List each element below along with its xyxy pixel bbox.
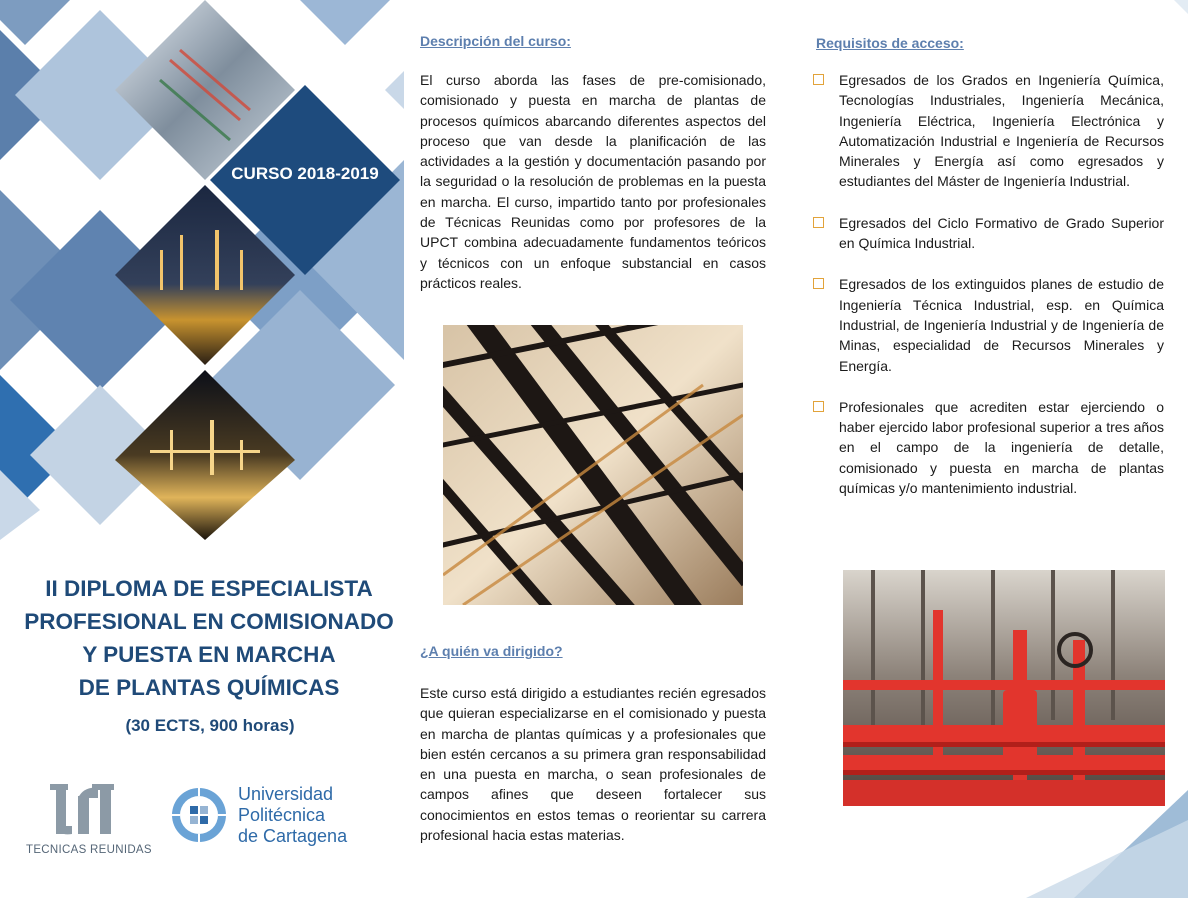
course-credits: (30 ECTS, 900 horas) xyxy=(125,716,295,735)
requirement-text: Egresados de los Grados en Ingeniería Química, Tecnologías Industriales, Ingeniería Mecánica, Ingeniería Eléctrica, Ingeniería Electrónica y Automatización Industrial e Ingeniería de Recursos Minerales y Energía así como egresados y estudiantes del Máster de Ingeniería Industrial. xyxy=(839,72,1164,190)
requirement-text: Egresados de los extinguidos planes de estudio de Ingeniería Técnica Industrial, esp. en Química Industrial, de Ingeniería Industrial y de Ingeniería de Minas, especialidad de Recursos Minerales y Energía. xyxy=(839,276,1164,374)
list-item xyxy=(812,397,1164,498)
course-title-line: II DIPLOMA DE ESPECIALISTA xyxy=(45,576,373,601)
requirement-text: Profesionales que acrediten estar ejerciendo o haber ejercido labor profesional superior a tres años en el campo de la ingeniería de detalle, comisionado y puesta en marcha de plantas químicas y/o mantenimiento industrial. xyxy=(839,398,1164,497)
checkbox-bullet-icon xyxy=(813,74,824,85)
list-item xyxy=(812,213,1164,254)
tecnicas-reunidas-caption: TECNICAS REUNIDAS xyxy=(26,844,152,856)
list-item xyxy=(812,274,1164,375)
course-title-line: PROFESIONAL EN COMISIONADO xyxy=(24,609,394,634)
requirements-list xyxy=(812,70,1164,519)
tecnicas-reunidas-mark-icon xyxy=(26,782,126,842)
pipe-structure-image xyxy=(443,325,743,605)
upct-name xyxy=(238,784,347,847)
audience-heading: ¿A quién va dirigido? xyxy=(420,643,563,659)
audience-text: Este curso está dirigido a estudiantes recién egresados que quieran especializarse en el comisionado y puesta en marcha de plantas químicas y a profesionales que bien estén cercanos a su primera gran responsabilidad en una puesta en marcha, o sean profesionales de campos afines que deseen fortalecer sus conocimientos en estos temas o reorientar su carrera profesional hacia estas materias. xyxy=(420,685,766,844)
requirement-text: Egresados del Ciclo Formativo de Grado Superior en Química Industrial. xyxy=(839,214,1164,252)
upct-seal-icon xyxy=(170,786,228,844)
upct-logo xyxy=(170,782,370,852)
requirements-heading: Requisitos de acceso: xyxy=(816,35,964,51)
course-year-badge: CURSO 2018-2019 xyxy=(231,164,379,183)
checkbox-bullet-icon xyxy=(813,401,824,412)
red-pipes-photo xyxy=(843,570,1165,806)
list-item xyxy=(812,70,1164,192)
description-heading: Descripción del curso: xyxy=(420,33,571,49)
upct-name-line: Universidad xyxy=(238,784,334,804)
description-text: El curso aborda las fases de pre-comisionado, comisionado y puesta en marcha de plantas de procesos químicos abarcando diferentes aspectos del proceso que van desde la planificación de las actividades a la gestión y documentación pasando por la seguridad o la resolución de problemas en la puesta en marcha. El curso, impartido tanto por profesionales de Técnicas Reunidas como por profesores de la UPCT combina adecuadamente fundamentos teóricos y técnicos con un enfoque substancial en casos prácticos reales. xyxy=(420,72,766,291)
course-title xyxy=(10,572,408,704)
tecnicas-reunidas-logo xyxy=(26,782,156,862)
requirements-panel xyxy=(794,0,1188,898)
course-title-line: Y PUESTA EN MARCHA xyxy=(82,642,336,667)
description-panel xyxy=(404,0,794,898)
upct-name-line: de Cartagena xyxy=(238,826,348,846)
checkbox-bullet-icon xyxy=(813,217,824,228)
course-title-line: DE PLANTAS QUÍMICAS xyxy=(78,675,340,700)
diamond-mosaic xyxy=(0,0,404,540)
cover-panel xyxy=(0,0,404,898)
checkbox-bullet-icon xyxy=(813,278,824,289)
red-pipes-image xyxy=(843,570,1165,806)
pipe-structure-photo xyxy=(443,325,743,605)
upct-name-line: Politécnica xyxy=(238,805,326,825)
